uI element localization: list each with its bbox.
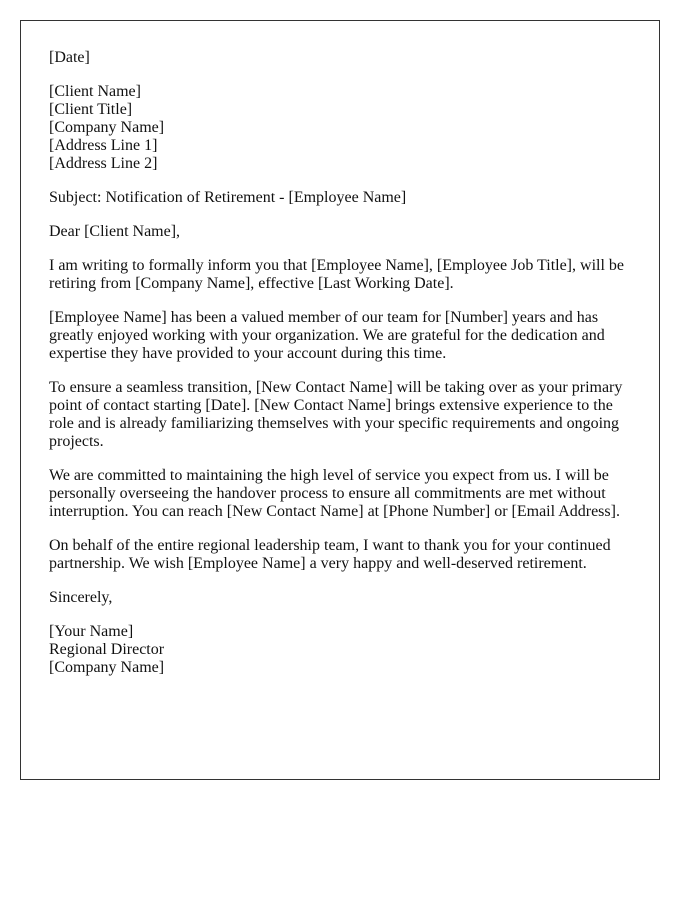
recipient-address-line-1: [Address Line 1] (49, 137, 158, 154)
recipient-client-name: [Client Name] (49, 83, 141, 100)
body-paragraph-5: On behalf of the entire regional leadership team, I want to thank you for your continued partnership. We wish [Employee Name] a very happy and well-deserved retirement. (49, 537, 611, 572)
closing: Sincerely, (49, 589, 113, 606)
signature-block (49, 623, 631, 677)
signature-company: [Company Name] (49, 659, 165, 676)
letter-page (20, 20, 660, 780)
signature-name: [Your Name] (49, 623, 134, 640)
body-paragraph-3: To ensure a seamless transition, [New Contact Name] will be taking over as your primary point of contact starting [Date]. [New Contact Name] brings extensive experience to the role and is already familiarizing themselves with your specific requirements and ongoing projects. (49, 379, 623, 450)
signature-title: Regional Director (49, 641, 165, 658)
salutation: Dear [Client Name], (49, 223, 181, 240)
recipient-address-line-2: [Address Line 2] (49, 155, 158, 172)
body-paragraph-1: I am writing to formally inform you that [Employee Name], [Employee Job Title], will be retiring from [Company Name], effective [Last Working Date]. (49, 257, 624, 292)
body-paragraph-4: We are committed to maintaining the high level of service you expect from us. I will be personally overseeing the handover process to ensure all commitments are met without interruption. You can reach [New Contact Name] at [Phone Number] or [Email Address]. (49, 467, 620, 520)
letter-date: [Date] (49, 49, 90, 66)
body-paragraph-2: [Employee Name] has been a valued member of our team for [Number] years and has greatly enjoyed working with your organization. We are grateful for the dedication and expertise they have provided to your account during this time. (49, 309, 605, 362)
recipient-block (49, 83, 631, 173)
subject-line: Subject: Notification of Retirement - [Employee Name] (49, 189, 407, 206)
recipient-client-title: [Client Title] (49, 101, 133, 118)
recipient-company-name: [Company Name] (49, 119, 165, 136)
